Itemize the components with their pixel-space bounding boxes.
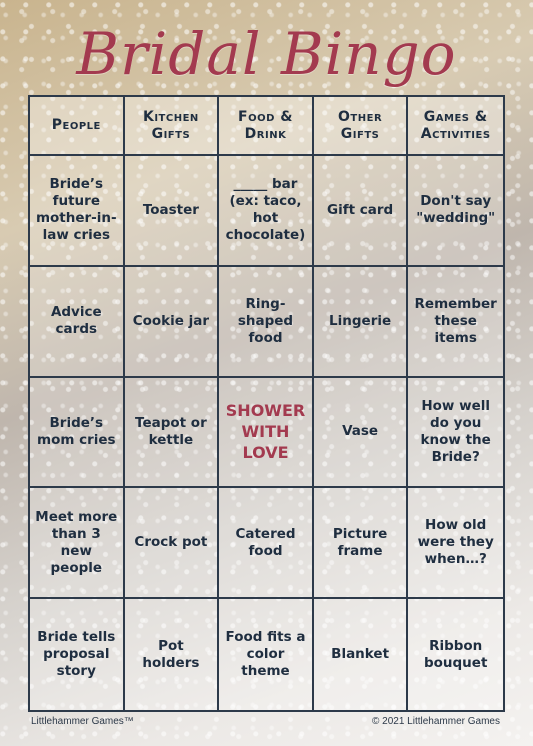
bingo-cell: _____ bar (ex: taco, hot chocolate) bbox=[219, 156, 314, 267]
bingo-cell: Ribbon bouquet bbox=[408, 599, 503, 710]
bingo-cell: Toaster bbox=[125, 156, 220, 267]
bingo-cell: Teapot or kettle bbox=[125, 378, 220, 489]
bingo-cell: How old were they when…? bbox=[408, 488, 503, 599]
bingo-cell: Lingerie bbox=[314, 267, 409, 378]
bingo-cell: Catered food bbox=[219, 488, 314, 599]
bingo-cell: Blanket bbox=[314, 599, 409, 710]
bingo-card bbox=[28, 95, 505, 712]
free-space-cell: SHOWER WITH LOVE bbox=[219, 378, 314, 489]
bingo-cell: Ring-shaped food bbox=[219, 267, 314, 378]
bingo-cell: Remember these items bbox=[408, 267, 503, 378]
bingo-cell: Gift card bbox=[314, 156, 409, 267]
column-header-other-gifts: Other Gifts bbox=[314, 97, 409, 156]
bingo-cell: Bride’s future mother-in-law cries bbox=[30, 156, 125, 267]
column-header-people: People bbox=[30, 97, 125, 156]
column-header-kitchen-gifts: Kitchen Gifts bbox=[125, 97, 220, 156]
bingo-cell: Bride’s mom cries bbox=[30, 378, 125, 489]
bingo-cell: Vase bbox=[314, 378, 409, 489]
page-title: Bridal Bingo bbox=[76, 20, 457, 88]
bingo-cell: Don't say "wedding" bbox=[408, 156, 503, 267]
bingo-cell: Cookie jar bbox=[125, 267, 220, 378]
footer-brand: Littlehammer Games™ bbox=[31, 716, 134, 727]
bingo-cell: Advice cards bbox=[30, 267, 125, 378]
bingo-cell: Crock pot bbox=[125, 488, 220, 599]
bingo-cell: Food fits a color theme bbox=[219, 599, 314, 710]
column-header-games-activities: Games & Activities bbox=[408, 97, 503, 156]
bingo-cell: Meet more than 3 new people bbox=[30, 488, 125, 599]
column-header-food-drink: Food & Drink bbox=[219, 97, 314, 156]
bingo-cell: Picture frame bbox=[314, 488, 409, 599]
bingo-cell: Bride tells proposal story bbox=[30, 599, 125, 710]
footer-copyright: © 2021 Littlehammer Games bbox=[372, 716, 500, 727]
bingo-cell: Pot holders bbox=[125, 599, 220, 710]
bingo-cell: How well do you know the Bride? bbox=[408, 378, 503, 489]
